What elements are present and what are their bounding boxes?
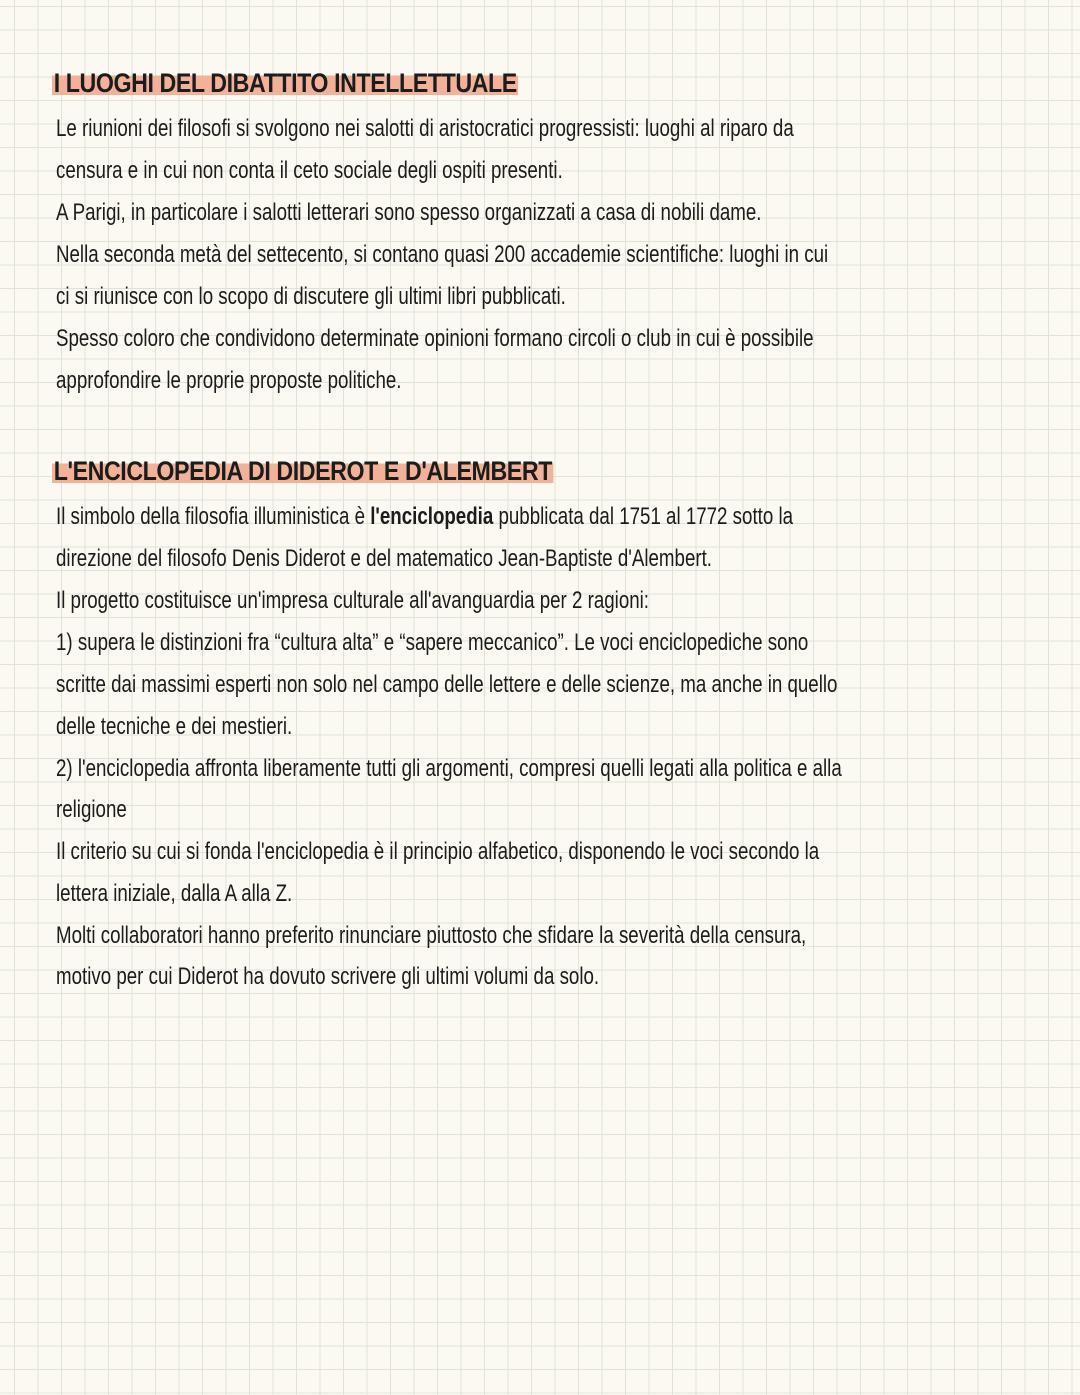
- text-line: Il progetto costituisce un'impresa culturale all'avanguardia per 2 ragioni:: [56, 587, 650, 614]
- text-span: Il simbolo della filosofia illuministica è: [56, 503, 371, 530]
- section-heading: [52, 456, 554, 487]
- heading-text: I LUOGHI DEL DIBATTITO INTELLETTUALE: [53, 68, 517, 98]
- text-line: Spesso coloro che condividono determinate opinioni formano circoli o club in cui è possibile: [56, 325, 814, 352]
- text-line: ci si riunisce con lo scopo di discutere gli ultimi libri pubblicati.: [56, 283, 566, 310]
- text-line: religione: [56, 796, 127, 823]
- text-line: 2) l'enciclopedia affronta liberamente tutti gli argomenti, compresi quelli legati alla politica e alla: [56, 755, 842, 782]
- text-line: delle tecniche e dei mestieri.: [56, 713, 293, 740]
- text-line: direzione del filosofo Denis Diderot e del matematico Jean-Baptiste d'Alembert.: [56, 545, 712, 572]
- text-line: Nella seconda metà del settecento, si contano quasi 200 accademie scientifiche: luoghi in cui: [56, 241, 829, 268]
- text-line: motivo per cui Diderot ha dovuto scrivere gli ultimi volumi da solo.: [56, 963, 600, 990]
- heading-text: L'ENCICLOPEDIA DI DIDEROT E D'ALEMBERT: [53, 456, 552, 486]
- text-line: censura e in cui non conta il ceto sociale degli ospiti presenti.: [56, 157, 563, 184]
- text-span: pubblicata dal 1751 al 1772 sotto la: [493, 503, 794, 530]
- text-line: 1) supera le distinzioni fra “cultura alta” e “sapere meccanico”. Le voci enciclopediche sono: [56, 629, 809, 656]
- text-line: lettera iniziale, dalla A alla Z.: [56, 880, 293, 907]
- section-heading: [52, 68, 519, 99]
- text-line: scritte dai massimi esperti non solo nel campo delle lettere e delle scienze, ma anche in quello: [56, 671, 838, 698]
- text-line: Le riunioni dei filosofi si svolgono nei salotti di aristocratici progressisti: luoghi al riparo da: [56, 115, 794, 142]
- text-line: approfondire le proprie proposte politiche.: [56, 367, 402, 394]
- text-line: [56, 502, 793, 532]
- text-line: A Parigi, in particolare i salotti letterari sono spesso organizzati a casa di nobili dame.: [56, 199, 762, 226]
- bold-term: l'enciclopedia: [370, 503, 494, 530]
- text-line: Molti collaboratori hanno preferito rinunciare piuttosto che sfidare la severità della censura,: [56, 922, 807, 949]
- text-line: Il criterio su cui si fonda l'enciclopedia è il principio alfabetico, disponendo le voci secondo la: [56, 838, 820, 865]
